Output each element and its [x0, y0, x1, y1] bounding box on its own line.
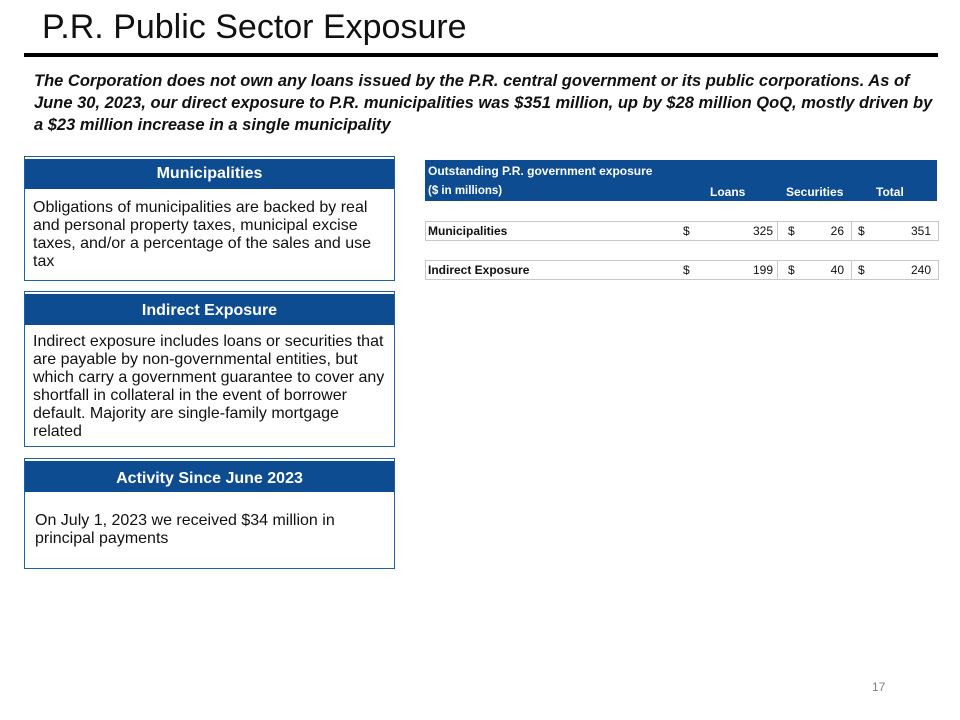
table-header [425, 160, 937, 201]
column-header-total: Total [876, 185, 904, 199]
activity-text: On July 1, 2023 we received $34 million in principal payments [35, 512, 335, 547]
cell-divider [777, 222, 778, 240]
exposure-table [425, 160, 937, 277]
currency-symbol: $ [683, 224, 690, 238]
activity-heading: Activity Since June 2023 [25, 459, 394, 492]
table-title: Outstanding P.R. government exposure [428, 164, 653, 178]
indirect-exposure-text: Indirect exposure includes loans or securities that are payable by non-governmental entities, but which carry a government guarantee to cover any shortfall in collateral in the event of borrower default. Majority are single-family mortgage related [33, 333, 385, 440]
total-value: 351 [910, 224, 931, 238]
loans-value: 199 [752, 263, 773, 277]
currency-symbol: $ [858, 263, 865, 277]
intro-text: The Corporation does not own any loans issued by the P.R. central government or its public corporations. As of June 30, 2023, our direct exposure to P.R. municipalities was $351 million, up by $28 million QoQ, mostly driven by a $23 million increase in a single municipality [34, 72, 933, 134]
currency-symbol: $ [788, 224, 795, 238]
municipalities-box [24, 156, 395, 281]
table-row [425, 221, 939, 241]
table-units: ($ in millions) [428, 185, 503, 197]
cell-divider [851, 261, 852, 279]
municipalities-heading: Municipalities [25, 157, 394, 189]
cell-divider [851, 222, 852, 240]
municipalities-text: Obligations of municipalities are backed by real and personal property taxes, municipal excise taxes, and/or a percentage of the sales and use tax [33, 199, 372, 270]
row-label: Municipalities [428, 224, 508, 238]
currency-symbol: $ [788, 263, 795, 277]
row-label: Indirect Exposure [428, 263, 530, 277]
indirect-exposure-box [24, 291, 395, 447]
securities-value: 40 [830, 263, 844, 277]
currency-symbol: $ [683, 263, 690, 277]
total-value: 240 [910, 263, 931, 277]
cell-divider [777, 261, 778, 279]
title-divider [24, 53, 938, 57]
table-row [425, 260, 939, 280]
indirect-exposure-heading: Indirect Exposure [25, 292, 394, 325]
securities-value: 26 [830, 224, 844, 238]
currency-symbol: $ [858, 224, 865, 238]
loans-value: 325 [752, 224, 773, 238]
column-header-loans: Loans [710, 185, 746, 199]
column-header-securities: Securities [786, 185, 844, 199]
page-number: 17 [872, 680, 886, 694]
activity-box [24, 458, 395, 569]
page-title: P.R. Public Sector Exposure [42, 8, 467, 46]
